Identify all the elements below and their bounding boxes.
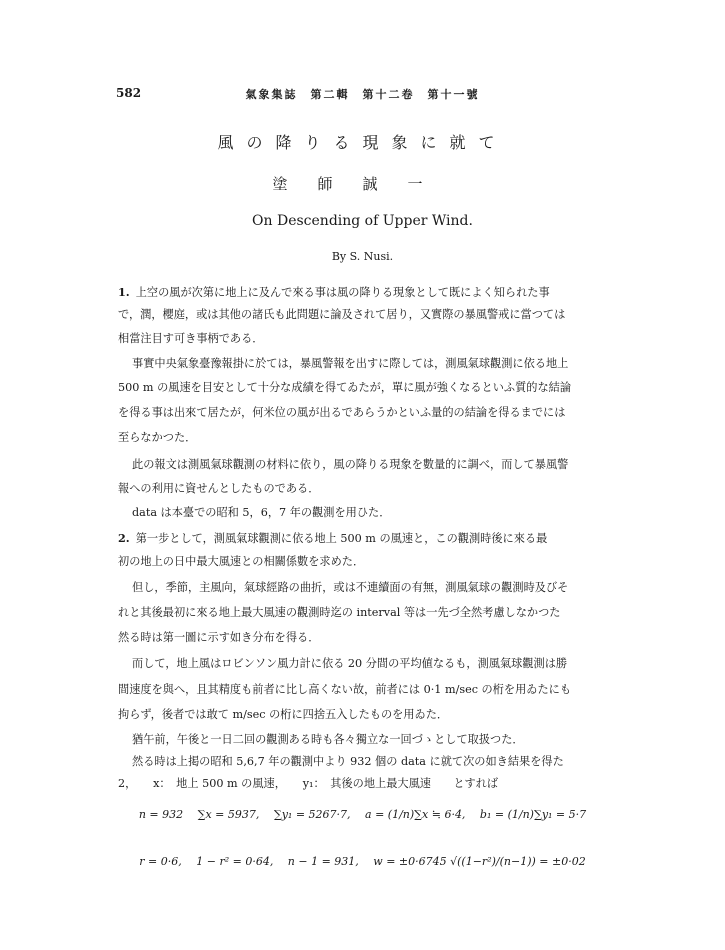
page-number: 582 [116,86,142,100]
body-line: 間速度を與へ，且其精度も前者に比し高くない故，前者には 0·1 m/sec の桁を用ゐたにも [118,683,572,696]
body-line: 報への利用に資せんとしたものである． [118,482,320,495]
author-japanese: 塗師誠一 [272,175,453,193]
body-line: で，潤，櫻庭，或は其他の諸氏も此問題に論及されて居り，又實際の暴風警戒に當つては [118,308,566,321]
body-line: 500 m の風速を目安として十分な成績を得てゐたが，單に風が強くなるといふ質的な結論 [118,381,572,394]
body-line: 相當注目す可き事柄である． [118,332,264,345]
body-line [118,282,611,302]
paper-title-japanese: 風の降りる現象に就て [217,133,508,152]
body-line: れと其後最初に來る地上最大風速の觀測時迄の interval 等は一先づ全然考慮しなかつた [118,606,561,619]
section-number: 2. [118,531,130,545]
body-text: 上空の風が次第に地上に及んで來る事は風の降りる現象として既によく知られた事 [135,286,550,299]
body-line: 猶午前，午後と一日二回の觀測ある時も各々獨立な一回づゝとして取扱つた． [132,733,524,746]
body-line: 拘らず，後者では敢て m/sec の桁に四捨五入したものを用ゐた． [118,708,449,721]
body-line: 至らなかつた． [118,431,197,444]
body-line: 然る時は上掲の昭和 5,6,7 年の觀測中より 932 個の data に就て次の如き結果を得た [132,755,564,768]
body-line: 2， x： 地上 500 m の風速， y₁： 其後の地上最大風速 とすれば [118,777,499,790]
equation-correlation: r = 0·6, 1 − r² = 0·64, n − 1 = 931, w = ±0·6745 √((1−r²)/(n−1)) = ±0·02 [139,855,586,868]
body-line: 事實中央氣象臺豫報掛に於ては，暴風警報を出すに際しては，測風氣球觀測に依る地上 [132,357,569,370]
running-header: 氣象集誌 第二輯 第十二卷 第十一號 [245,88,480,101]
body-text: 第一步として，測風氣球觀測に依る地上 500 m の風速と，この觀測時後に來る最 [135,532,548,545]
section-number: 1. [118,285,130,299]
body-line: 而して，地上風はロビンソン風力計に依る 20 分間の平均値なるも，測風氣球觀測は勝 [132,657,568,670]
paper-title-english: On Descending of Upper Wind. [252,213,473,229]
body-line: data は本臺での昭和 5，6，7 年の觀測を用ひた． [132,506,391,519]
body-line: 此の報文は測風氣球觀測の材料に依り，風の降りる現象を數量的に調べ，而して暴風警 [132,458,569,471]
body-line: を得る事は出來て居たが，何米位の風が出るであらうかといふ量的の結論を得るまでには [118,406,566,419]
body-line [118,528,611,548]
body-line: 但し，季節，主風向，氣球經路の曲折，或は不連續面の有無，測風氣球の觀測時及びそ [132,581,569,594]
equation-sums: n = 932 ∑x = 5937, ∑y₁ = 5267·7, a = (1/n)∑x ≒ 6·4, b₁ = (1/n)∑y₁ = 5·7 [138,808,587,821]
body-line: 然る時は第一圖に示す如き分布を得る． [118,631,320,644]
body-line: 初の地上の日中最大風速との相關係數を求めた． [118,555,365,568]
author-english: By S. Nusi. [331,250,394,263]
